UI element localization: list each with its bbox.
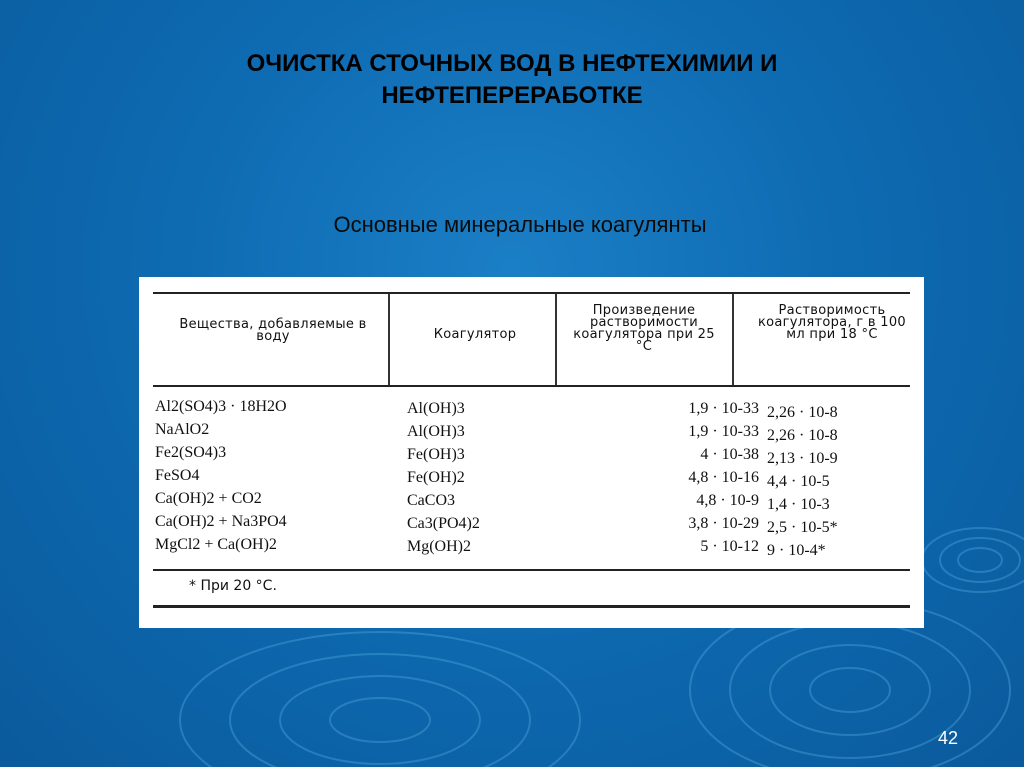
cell-coagulant: CaCO3 bbox=[407, 492, 455, 509]
header-product: Произведение растворимости коагулятора при 25 °C bbox=[573, 303, 715, 354]
cell-product: 4 · 10-38 bbox=[700, 446, 759, 463]
cell-product: 5 · 10-12 bbox=[700, 538, 759, 555]
page-number: 42 bbox=[938, 728, 959, 748]
slide-title-text: ОЧИСТКА СТОЧНЫХ ВОД В НЕФТЕХИМИИ И НЕФТЕПЕРЕРАБОТКЕ bbox=[246, 50, 778, 109]
cell-substance: Ca(OH)2 + CO2 bbox=[155, 490, 262, 507]
table-footnote: * При 20 °С. bbox=[189, 578, 277, 594]
cell-solubility: 2,13 · 10-9 bbox=[767, 450, 838, 467]
column-product bbox=[589, 397, 759, 558]
cell-product: 3,8 · 10-29 bbox=[688, 515, 759, 532]
column-divider bbox=[555, 294, 557, 385]
cell-solubility: 2,5 · 10-5* bbox=[767, 519, 838, 536]
cell-substance: Ca(OH)2 + Na3PO4 bbox=[155, 513, 287, 530]
cell-coagulant: Fe(OH)2 bbox=[407, 469, 465, 486]
cell-coagulant: Fe(OH)3 bbox=[407, 446, 465, 463]
cell-solubility: 1,4 · 10-3 bbox=[767, 496, 830, 513]
coagulants-table bbox=[139, 277, 924, 628]
cell-coagulant: Al(OH)3 bbox=[407, 423, 465, 440]
column-coagulant bbox=[407, 397, 480, 558]
cell-solubility: 2,26 · 10-8 bbox=[767, 404, 838, 421]
header-coagulant: Коагулятор bbox=[433, 327, 517, 342]
cell-product: 4,8 · 10-9 bbox=[696, 492, 759, 509]
slide-title bbox=[0, 48, 1024, 112]
cell-solubility: 9 · 10-4* bbox=[767, 542, 826, 559]
slide-subtitle: Основные минеральные коагулянты bbox=[333, 212, 707, 237]
column-divider bbox=[388, 294, 390, 385]
header-solubility: Растворимость коагулятора, г в 100 мл при 18 °C bbox=[757, 303, 906, 342]
header-substance: Вещества, добавляемые в воду bbox=[179, 317, 367, 344]
cell-coagulant: Ca3(PO4)2 bbox=[407, 515, 480, 532]
cell-product: 1,9 · 10-33 bbox=[688, 400, 759, 417]
table-header-rule bbox=[153, 385, 910, 387]
cell-coagulant: Al(OH)3 bbox=[407, 400, 465, 417]
cell-substance: Al2(SO4)3 · 18H2O bbox=[155, 398, 287, 415]
table-bottom-rule bbox=[153, 605, 910, 608]
table-body-rule bbox=[153, 569, 910, 571]
cell-solubility: 4,4 · 10-5 bbox=[767, 473, 830, 490]
column-solubility bbox=[767, 401, 967, 562]
cell-product: 4,8 · 10-16 bbox=[688, 469, 759, 486]
cell-solubility: 2,26 · 10-8 bbox=[767, 427, 838, 444]
cell-substance: NaAlO2 bbox=[155, 421, 210, 438]
cell-substance: MgCl2 + Ca(OH)2 bbox=[155, 536, 277, 553]
column-divider bbox=[732, 294, 734, 385]
cell-product: 1,9 · 10-33 bbox=[688, 423, 759, 440]
table-top-rule bbox=[153, 292, 910, 294]
cell-substance: FeSO4 bbox=[155, 467, 200, 484]
column-substance bbox=[155, 395, 287, 556]
cell-substance: Fe2(SO4)3 bbox=[155, 444, 227, 461]
cell-coagulant: Mg(OH)2 bbox=[407, 538, 471, 555]
